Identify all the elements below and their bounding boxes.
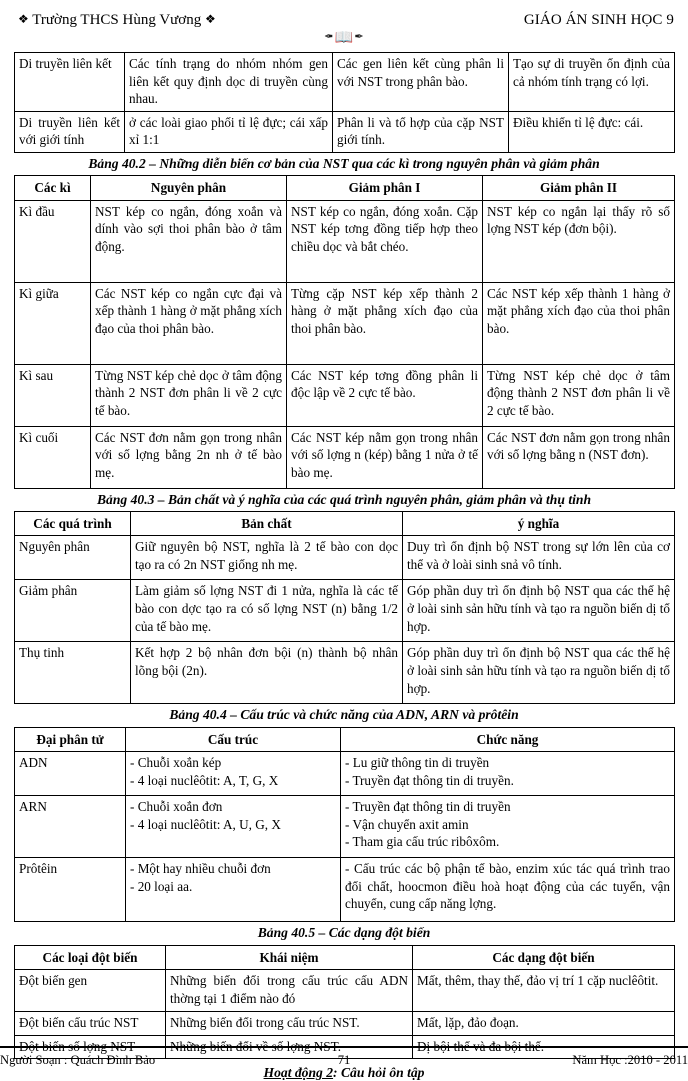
header-subject-title: GIÁO ÁN SINH HỌC 9 bbox=[523, 12, 674, 28]
table-row bbox=[15, 53, 675, 112]
table-row bbox=[15, 642, 675, 704]
table-row bbox=[15, 1012, 675, 1036]
table-40-5 bbox=[14, 945, 675, 1060]
cell-khai-niem: Những biến đổi về số lợng NST. bbox=[166, 1035, 413, 1059]
footer-school-year: Năm Học :2010 - 2011 bbox=[572, 1053, 688, 1067]
cell-line: - Chuỗi xoắn đơn bbox=[130, 799, 223, 815]
table-row bbox=[15, 200, 675, 282]
activity-title: : Câu hỏi ôn tập bbox=[333, 1065, 425, 1081]
table-row bbox=[15, 426, 675, 488]
table-row bbox=[15, 796, 675, 858]
cell-line: - Truyền đạt thông tin di truyền bbox=[345, 799, 511, 815]
column-header-cac-qua-trinh: Các quá trình bbox=[15, 511, 131, 536]
column-header-giam-phan-2: Giảm phân II bbox=[483, 176, 675, 201]
header-ornament bbox=[14, 31, 674, 46]
cell-cac-dang: Mất, lặp, đảo đoạn. bbox=[413, 1012, 675, 1036]
cell-giai-thich: Phân li và tổ hợp của cặp NST giới tính. bbox=[333, 111, 509, 152]
document-header bbox=[14, 0, 674, 52]
cell-chuc-nang bbox=[341, 752, 675, 796]
cell-noi-dung: ở các loài giao phối tỉ lệ đực; cái xấp xỉ 1:1 bbox=[125, 111, 333, 152]
cell-nguyen-phan: Các NST kép co ngắn cực đại và xếp thành 1 hàng ở mặt phẳng xích đạo của thoi phân bào. bbox=[91, 282, 287, 364]
cell-line: - 4 loại nuclêôtit: A, U, G, X bbox=[130, 816, 281, 832]
footer-author: Người Soạn : Quách Đình Bảo bbox=[0, 1053, 156, 1067]
cell-cau-truc bbox=[126, 858, 341, 922]
cell-giam-phan-1: Các NST kép tơng đồng phân li độc lập về 2 cực tế bào. bbox=[287, 364, 483, 426]
cell-giam-phan-2: Các NST đơn nằm gọn trong nhân với số lợng bằng n (NST đơn). bbox=[483, 426, 675, 488]
pen-icon: ✒ bbox=[354, 31, 364, 43]
table-40-4 bbox=[14, 727, 675, 923]
row-label: Di truyền liên kết với giới tính bbox=[15, 111, 125, 152]
sun-burst-icon: ❖ bbox=[204, 12, 216, 26]
pen-icon: ✒ bbox=[324, 31, 334, 43]
document-footer bbox=[0, 1046, 688, 1080]
table-40-3 bbox=[14, 511, 675, 705]
cell-giam-phan-2: Từng NST kép chẻ dọc ở tâm động thành 2 NST đơn phân li về 2 cực tế bào. bbox=[483, 364, 675, 426]
column-header-cac-ki: Các kì bbox=[15, 176, 91, 201]
cell-nguyen-phan: NST kép co ngắn, đóng xoắn và dính vào sợi thoi phân bào ở tâm động. bbox=[91, 200, 287, 282]
cell-chuc-nang: - Cấu trúc các bộ phận tế bào, enzim xúc tác quá trình trao đổi chất, hoocmon điều hoà hoạt động của các tuyến, vận chuyển, cung cấp năng lợng. bbox=[341, 858, 675, 922]
table-row bbox=[15, 580, 675, 642]
column-header-cau-truc: Cấu trúc bbox=[126, 727, 341, 752]
cell-ban-chat: Làm giảm số lợng NST đi 1 nửa, nghĩa là các tế bào con dợc tạo ra có số lợng NST (n) bằng 1/2 của tế bào mẹ. bbox=[131, 580, 403, 642]
caption-table-40-2: Bảng 40.2 – Những diễn biến cơ bản của NST qua các kì trong nguyên phân và giảm phân bbox=[88, 155, 600, 171]
table-header-row bbox=[15, 727, 675, 752]
row-label: Thụ tinh bbox=[15, 642, 131, 704]
cell-cau-truc bbox=[126, 796, 341, 858]
cell-line: - Một hay nhiều chuỗi đơn bbox=[130, 861, 271, 877]
header-school-label: Trường THCS Hùng Vương bbox=[32, 12, 202, 28]
column-header-cac-dang-dot-bien: Các dạng đột biến bbox=[413, 945, 675, 970]
row-label: Kì sau bbox=[15, 364, 91, 426]
column-header-giam-phan-1: Giảm phân I bbox=[287, 176, 483, 201]
row-label: Kì đầu bbox=[15, 200, 91, 282]
caption-table-40-5: Bảng 40.5 – Các dạng đột biến bbox=[257, 925, 431, 941]
caption-table-40-3: Bảng 40.3 – Bản chất và ý nghĩa của các quá trình nguyên phân, giảm phân và thụ tinh bbox=[96, 491, 591, 507]
cell-khai-niem: Những biến đổi trong cấu trúc cấu ADN thờng tại 1 điểm nào đó bbox=[166, 970, 413, 1012]
cell-giam-phan-2: Các NST kép xếp thành 1 hàng ở mặt phẳng xích đạo của thoi phân bào. bbox=[483, 282, 675, 364]
cell-giam-phan-2: NST kép co ngắn lại thấy rõ số lợng NST kép (đơn bội). bbox=[483, 200, 675, 282]
cell-giai-thich: Các gen liên kết cùng phân li với NST trong phân bào. bbox=[333, 53, 509, 112]
column-header-nguyen-phan: Nguyên phân bbox=[91, 176, 287, 201]
cell-line: - 4 loại nuclêôtit: A, T, G, X bbox=[130, 772, 279, 788]
open-book-icon: 📖 bbox=[334, 30, 354, 46]
cell-line: - Lu giữ thông tin di truyền bbox=[345, 755, 490, 771]
cell-line: - Truyền đạt thông tin di truyền. bbox=[345, 772, 514, 788]
cell-line: - 20 loại aa. bbox=[130, 878, 193, 894]
cell-line: - Vận chuyển axit amin bbox=[345, 816, 469, 832]
cell-giam-phan-1: NST kép co ngắn, đóng xoắn. Cặp NST kép tơng đồng tiếp hợp theo chiều dọc và bắt chéo. bbox=[287, 200, 483, 282]
header-school-name bbox=[18, 12, 216, 29]
column-header-ban-chat: Bản chất bbox=[131, 511, 403, 536]
table-40-2 bbox=[14, 175, 675, 489]
cell-chuc-nang bbox=[341, 796, 675, 858]
table-40-1-continued bbox=[14, 52, 675, 153]
footer-row bbox=[0, 1048, 688, 1074]
table-row bbox=[15, 752, 675, 796]
row-label: Nguyên phân bbox=[15, 536, 131, 580]
cell-line: - Chuỗi xoắn kép bbox=[130, 755, 222, 771]
cell-nguyen-phan: Các NST đơn nằm gọn trong nhân với số lợng bằng 2n nh ở tế bào mẹ. bbox=[91, 426, 287, 488]
cell-ban-chat: Giữ nguyên bộ NST, nghĩa là 2 tế bào con dọc tạo ra có 2n NST giống nh mẹ. bbox=[131, 536, 403, 580]
table-row bbox=[15, 536, 675, 580]
table-header-row bbox=[15, 945, 675, 970]
caption-table-40-4: Bảng 40.4 – Cấu trúc và chức năng của ADN, ARN và prôtêin bbox=[169, 707, 519, 723]
row-label: Di truyền liên kết bbox=[15, 53, 125, 112]
table-row bbox=[15, 364, 675, 426]
table-header-row bbox=[15, 176, 675, 201]
cell-y-nghia: Góp phần duy trì ổn định bộ NST qua các thế hệ ở loài sinh sản hữu tính và tạo ra nguồn biến dị tổ hợp. bbox=[403, 642, 675, 704]
table-row bbox=[15, 858, 675, 922]
column-header-khai-niem: Khái niệm bbox=[166, 945, 413, 970]
activity-label: Hoạt động 2 bbox=[263, 1065, 334, 1081]
row-label: Prôtêin bbox=[15, 858, 126, 922]
cell-cac-dang: Dị bội thể và đa bội thể. bbox=[413, 1035, 675, 1059]
cell-cau-truc bbox=[126, 752, 341, 796]
cell-y-nghia: Góp phần duy trì ổn định bộ NST qua các thế hệ ở loài sinh sản hữu tính và tạo ra nguồn biến dị tổ hợp. bbox=[403, 580, 675, 642]
cell-noi-dung: Các tính trạng do nhóm nhóm gen liên kết quy định dọc di truyền cùng nhau. bbox=[125, 53, 333, 112]
row-label: Kì cuối bbox=[15, 426, 91, 488]
footer-page-number: 71 bbox=[337, 1053, 351, 1067]
column-header-y-nghia: ý nghĩa bbox=[403, 511, 675, 536]
table-row bbox=[15, 282, 675, 364]
column-header-chuc-nang: Chức năng bbox=[341, 727, 675, 752]
cell-cac-dang: Mất, thêm, thay thế, đảo vị trí 1 cặp nuclêôtit. bbox=[413, 970, 675, 1012]
row-label: Đột biến gen bbox=[15, 970, 166, 1012]
row-label: ARN bbox=[15, 796, 126, 858]
column-header-dai-phan-tu: Đại phân tử bbox=[15, 727, 126, 752]
sun-burst-icon: ❖ bbox=[18, 12, 29, 26]
cell-nguyen-phan: Từng NST kép chẻ dọc ở tâm động thành 2 NST đơn phân li về 2 cực tế bào. bbox=[91, 364, 287, 426]
row-label: Giảm phân bbox=[15, 580, 131, 642]
row-label: ADN bbox=[15, 752, 126, 796]
cell-giam-phan-1: Các NST kép nằm gọn trong nhân với số lợng n (kép) bằng 1 nửa ở tế bào mẹ. bbox=[287, 426, 483, 488]
cell-y-nghia: Tạo sự di truyền ổn định của cả nhóm tính trạng có lợi. bbox=[509, 53, 675, 112]
table-row bbox=[15, 970, 675, 1012]
cell-khai-niem: Những biến đổi trong cấu trúc NST. bbox=[166, 1012, 413, 1036]
row-label: Kì giữa bbox=[15, 282, 91, 364]
table-header-row bbox=[15, 511, 675, 536]
cell-line: - Tham gia cấu trúc ribôxôm. bbox=[345, 834, 500, 850]
row-label: Đột biến cấu trúc NST bbox=[15, 1012, 166, 1036]
cell-giam-phan-1: Từng cặp NST kép xếp thành 2 hàng ở mặt phẳng xích đạo của thoi phân bào. bbox=[287, 282, 483, 364]
row-label: Đột biến số lợng NST bbox=[15, 1035, 166, 1059]
cell-ban-chat: Kết hợp 2 bộ nhân đơn bội (n) thành bộ nhân lõng bội (2n). bbox=[131, 642, 403, 704]
table-row bbox=[15, 111, 675, 152]
column-header-cac-loai-dot-bien: Các loại đột biến bbox=[15, 945, 166, 970]
cell-y-nghia: Duy trì ổn định bộ NST trong sự lớn lên của cơ thể và ở loài sinh snả vô tính. bbox=[403, 536, 675, 580]
cell-y-nghia: Điều khiển tỉ lệ đực: cái. bbox=[509, 111, 675, 152]
